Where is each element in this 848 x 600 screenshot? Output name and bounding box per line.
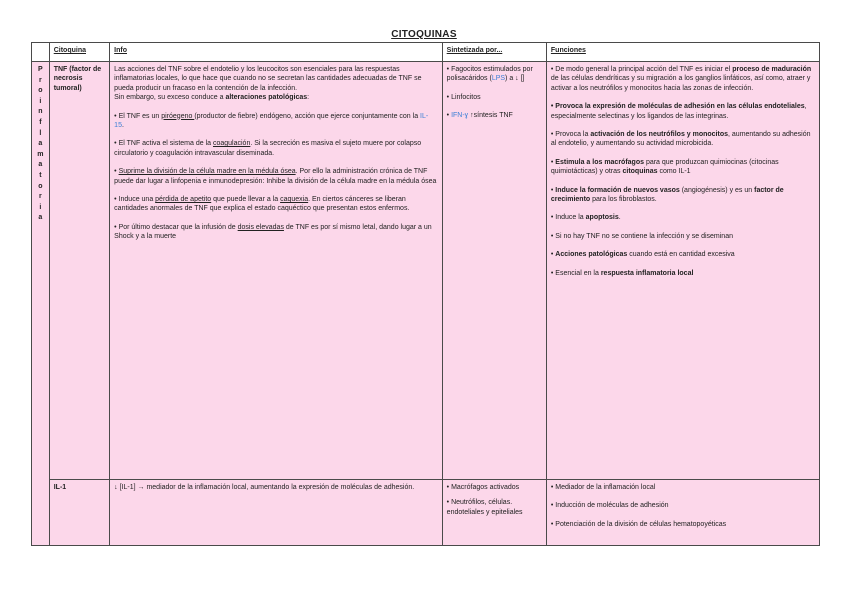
info-paragraph: Las acciones del TNF sobre el endotelio y los leucocitos son esenciales para las respuestas inflamatorias locales, lo que hace que cuando no se secretan las cantidades adecuadas de TNF se pueda producir un fracaso en la contención de la infección.	[114, 66, 422, 92]
group-letter: a	[38, 161, 43, 169]
group-letter: o	[38, 87, 43, 95]
group-letter: t	[39, 171, 42, 179]
header-citoquina: Citoquina	[49, 43, 109, 62]
table-row-tnf	[32, 62, 820, 480]
group-letter: l	[39, 129, 42, 137]
sintetizada-cell-tnf	[442, 62, 546, 480]
header-blank-cell	[32, 43, 50, 62]
func-item: • Provoca la activación de los neutrófilos y monocitos, aumentando su adhesión al endotelio, y aumentando su actividad microbicida.	[550, 131, 811, 148]
group-letter: a	[38, 140, 43, 148]
group-letter: i	[39, 203, 42, 211]
group-letter: r	[38, 76, 42, 84]
func-item: • Induce la formación de nuevos vasos (angiogénesis) y es un factor de crecimiento para los fibroblastos.	[550, 186, 784, 204]
sint-item: • IFN-ɣ ↑síntesis TNF	[446, 112, 513, 120]
info-cell-il1: ↓ [IL-1] → mediador de la inflamación local, aumentando la expresión de moléculas de adhesión.	[110, 480, 443, 546]
info-cell-tnf	[110, 62, 443, 480]
group-label-proinflamatoria	[32, 62, 50, 546]
sintetizada-cell-il1	[442, 480, 546, 546]
group-letter: P	[38, 66, 43, 73]
sint-item: • Fagocitos estimulados por polisacáridos (LPS) a ↓ []	[446, 66, 533, 83]
group-letter: r	[38, 193, 42, 201]
func-item: • Provoca la expresión de moléculas de adhesión en las células endoteliales, especialmente selectinas y los ligandos de las integrinas.	[550, 103, 807, 120]
group-letter: n	[38, 108, 43, 116]
sint-item: • Macrófagos activados	[446, 484, 520, 491]
func-item: • Induce la apoptosis.	[550, 214, 621, 222]
table-header-row	[32, 43, 820, 62]
group-letter: a	[38, 214, 43, 222]
group-letter: m	[37, 150, 44, 158]
sint-item: • Neutrófilos, células. endoteliales y epiteliales	[446, 499, 523, 516]
info-bullet-coagulacion: • El TNF activa el sistema de la coagulación. Si la secreción es masiva el sujeto muere por colapso circulatorio y coagulación intravascular diseminada.	[114, 140, 422, 157]
func-item: • De modo general la principal acción del TNF es iniciar el proceso de maduración de las células dendríticas y su migración a los ganglios linfáticos, así como, atraer y activar a los neutrófilos y monocitos hacia las zonas de infección.	[550, 66, 812, 92]
func-item: • Estimula a los macrófagos para que produzcan quimiocinas (citocinas quimiotácticas) y otras citoquinas como IL-1	[550, 158, 779, 176]
func-item: • Si no hay TNF no se contiene la infección y se diseminan	[550, 232, 733, 240]
sint-item: • Linfocitos	[446, 93, 481, 101]
funciones-cell-il1	[546, 480, 819, 546]
info-bullet-medula: • Suprime la división de la célula madre en la médula ósea. Por ello la administración crónica de TNF puede dar lugar a linfopenia e inmunodepresión: Inhibe la división de la célula madre en la médula ósea	[114, 168, 437, 185]
func-item: • Inducción de moléculas de adhesión	[550, 502, 669, 510]
cytokine-name-il1: IL-1	[49, 480, 109, 546]
group-letter: i	[39, 97, 42, 105]
funciones-cell-tnf	[546, 62, 819, 480]
header-funciones: Funciones	[546, 43, 819, 62]
func-item: • Mediador de la inflamación local	[550, 484, 656, 491]
table-row-il1	[32, 480, 820, 546]
info-bullet-apetito: • Induce una pérdida de apetito que puede llevar a la caquexia. En ciertos cánceres se liberan cantidades anormales de TNF que explica el estado caquéctico que presentan estos enfermos.	[114, 196, 410, 213]
header-sintetizada: Sintetizada por...	[442, 43, 546, 62]
header-info: Info	[110, 43, 443, 62]
cytokine-name-tnf: TNF (factor de necrosis tumoral)	[49, 62, 109, 480]
func-item: • Potenciación de la división de células hematopoyéticas	[550, 520, 727, 528]
group-letter: o	[38, 182, 43, 190]
info-bullet-pirogeno: • El TNF es un piróegeno (productor de fiebre) endógeno, acción que ejerce conjuntamente con la IL-15.	[114, 112, 429, 130]
info-paragraph: Sin embargo, su exceso conduce a alteraciones patológicas:	[114, 94, 310, 102]
func-item: • Acciones patológicas cuando está en cantidad excesiva	[550, 251, 735, 259]
cytokine-table	[31, 42, 820, 546]
func-item: • Esencial en la respuesta inflamatoria local	[550, 269, 694, 277]
group-letter: f	[39, 118, 42, 126]
document-title: CITOQUINAS	[391, 29, 457, 40]
info-bullet-dosis: • Por último destacar que la infusión de dosis elevadas de TNF es por sí mismo letal, dando lugar a un Shock y a la muerte	[114, 223, 432, 241]
